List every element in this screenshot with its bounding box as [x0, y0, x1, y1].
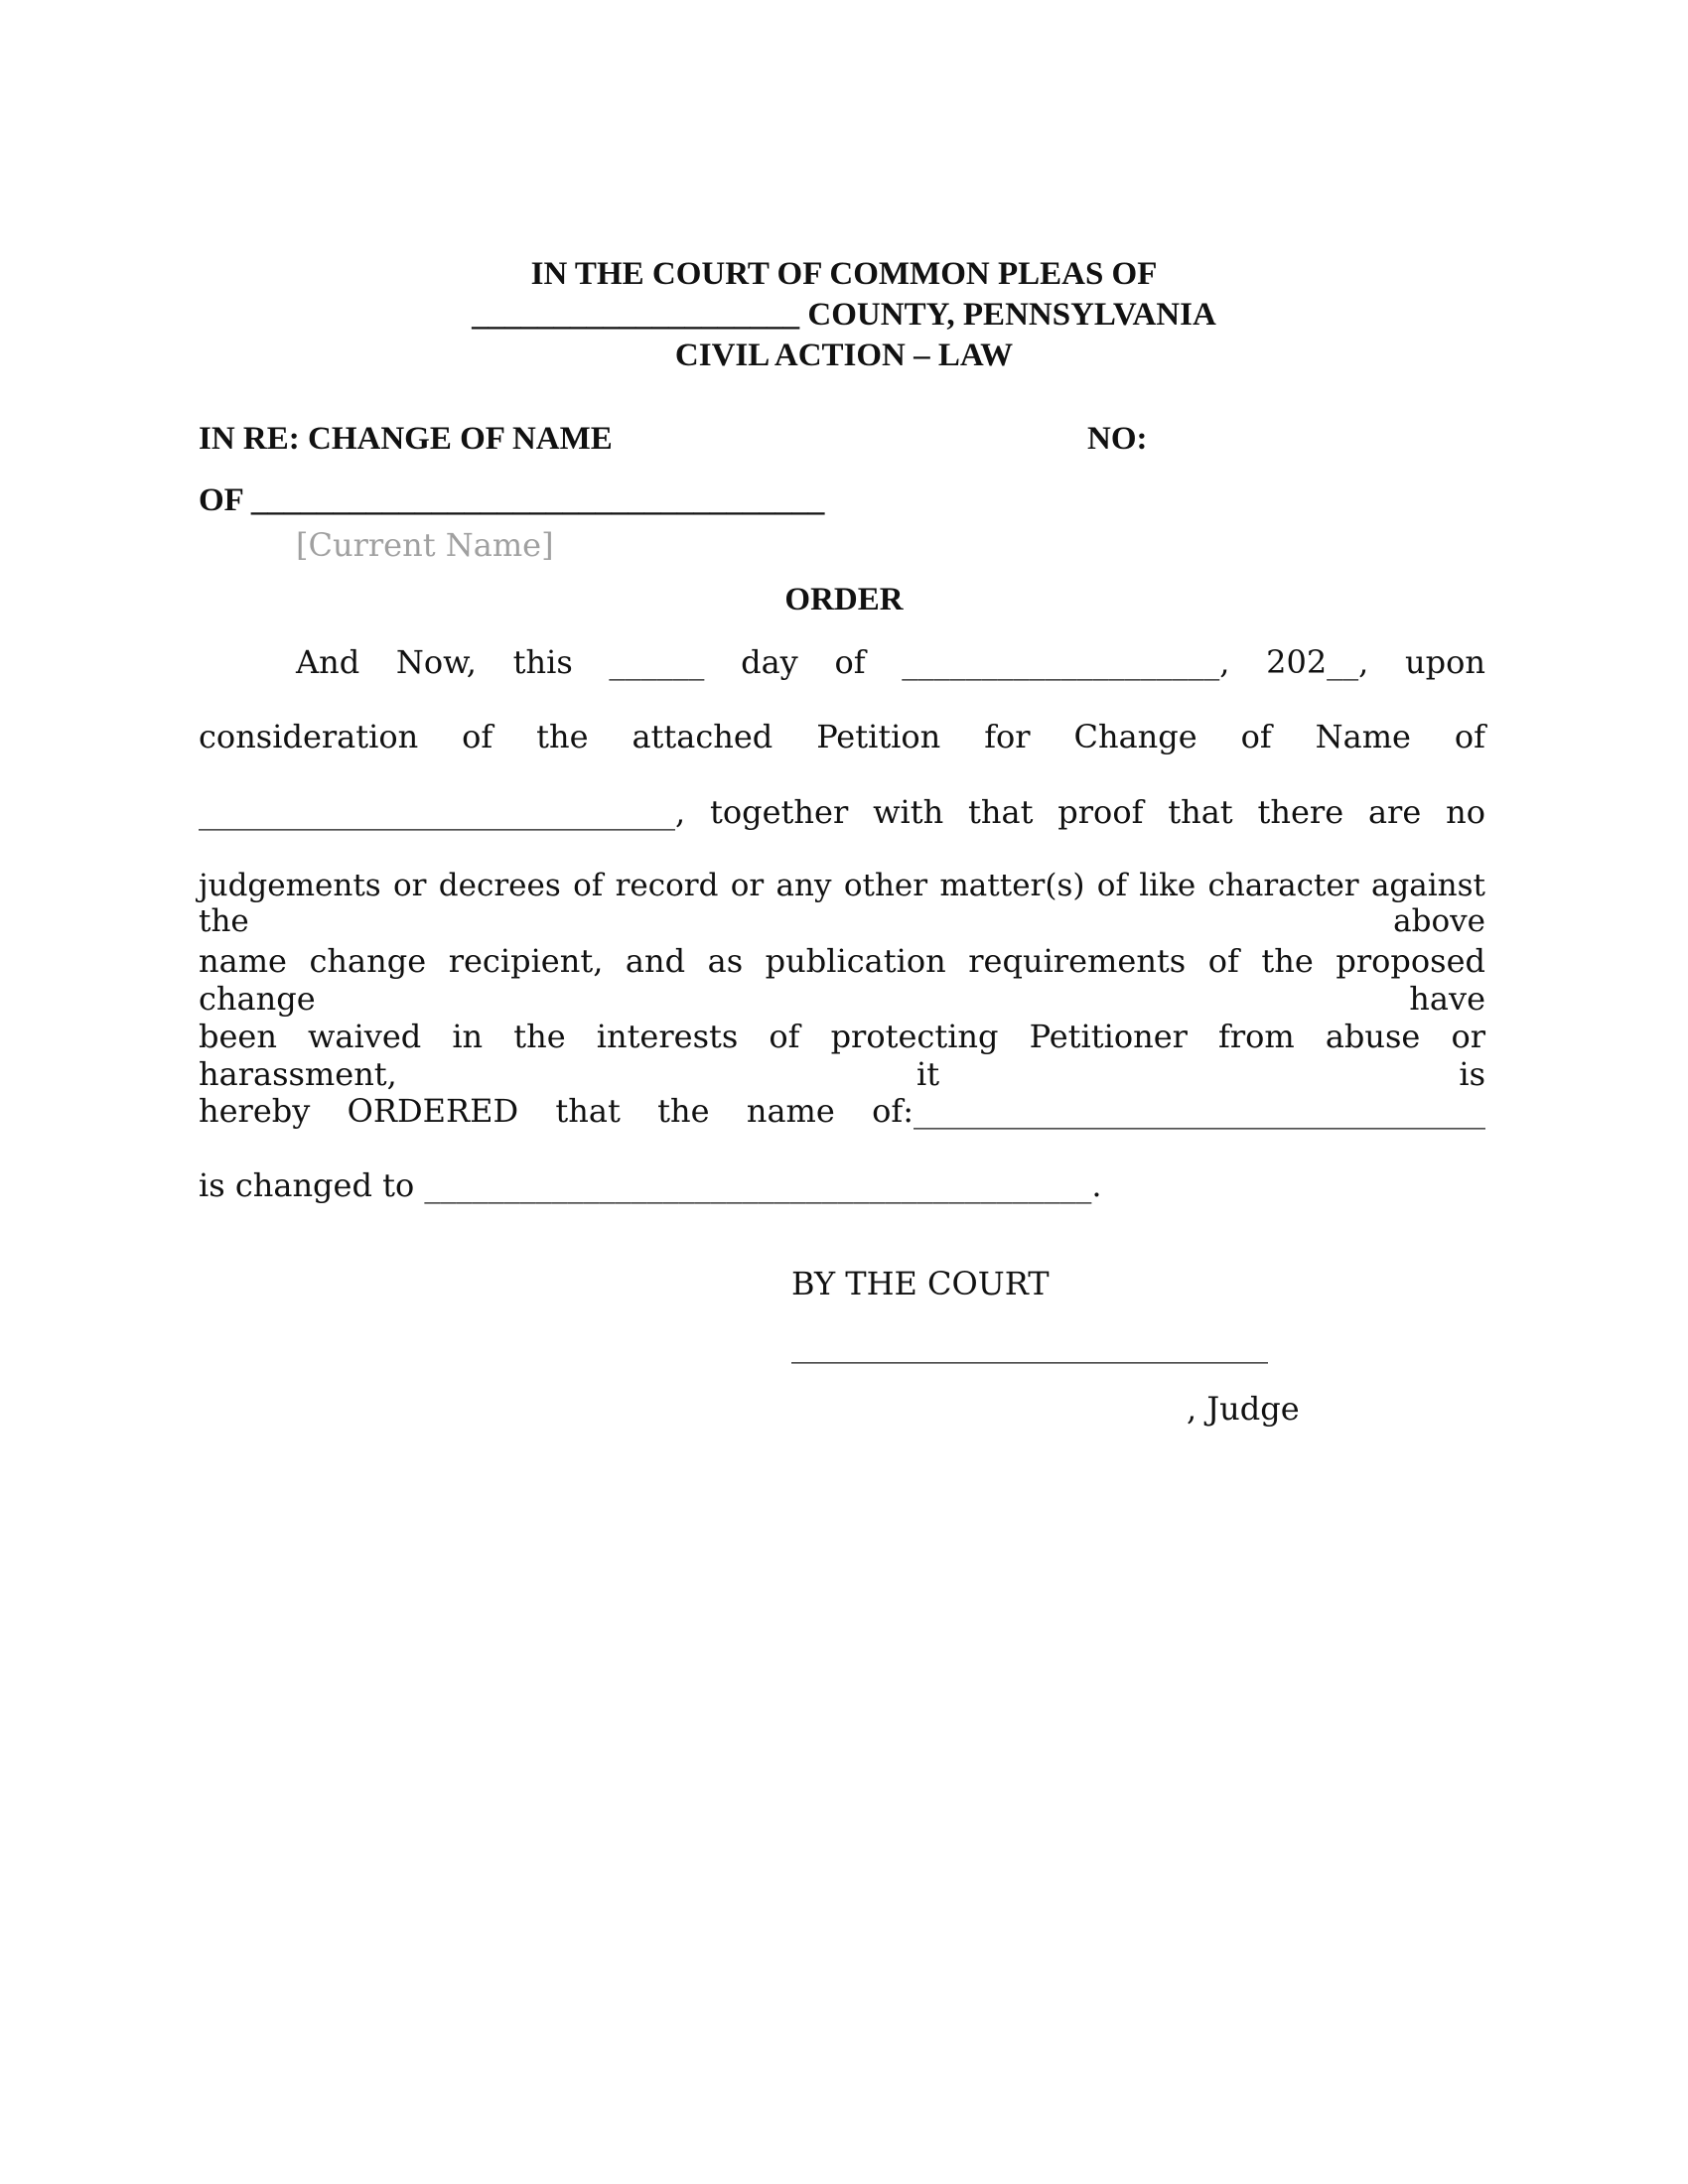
of-current-name-line: OF ___________________________________ — [199, 482, 825, 518]
body-line-6: been waived in the interests of protecting Petitioner from abuse or harassment, it is — [199, 1018, 1485, 1093]
body-line-4: judgements or decrees of record or any other matter(s) of like character against the above — [199, 868, 1485, 939]
body-line-8: is changed to __________________________________________. — [199, 1166, 1102, 1204]
order-title: ORDER — [784, 582, 904, 617]
body-line-1: And Now, this ______ day of ____________________, 202__, upon — [296, 643, 1485, 681]
judge-label: , Judge — [1187, 1390, 1300, 1428]
by-the-court-label: BY THE COURT — [791, 1265, 1050, 1302]
body-line-7: hereby ORDERED that the name of:____________________________________ — [199, 1092, 1485, 1130]
judge-signature-line: ______________________________ — [791, 1326, 1268, 1364]
body-line-2: consideration of the attached Petition for Change of Name of — [199, 718, 1485, 755]
body-line-3: ______________________________, together with that proof that there are no — [199, 793, 1485, 831]
body-line-5: name change recipient, and as publication requirements of the proposed change have — [199, 942, 1485, 1018]
court-header-civil-action: CIVIL ACTION – LAW — [674, 338, 1014, 373]
current-name-hint: [Current Name] — [296, 526, 554, 564]
court-header-line-1: IN THE COURT OF COMMON PLEAS OF — [530, 256, 1158, 292]
court-header-county-line: ____________________ COUNTY, PENNSYLVANIA — [472, 297, 1216, 333]
case-number-label: NO: — [1087, 421, 1148, 457]
in-re-caption: IN RE: CHANGE OF NAME — [199, 421, 613, 457]
